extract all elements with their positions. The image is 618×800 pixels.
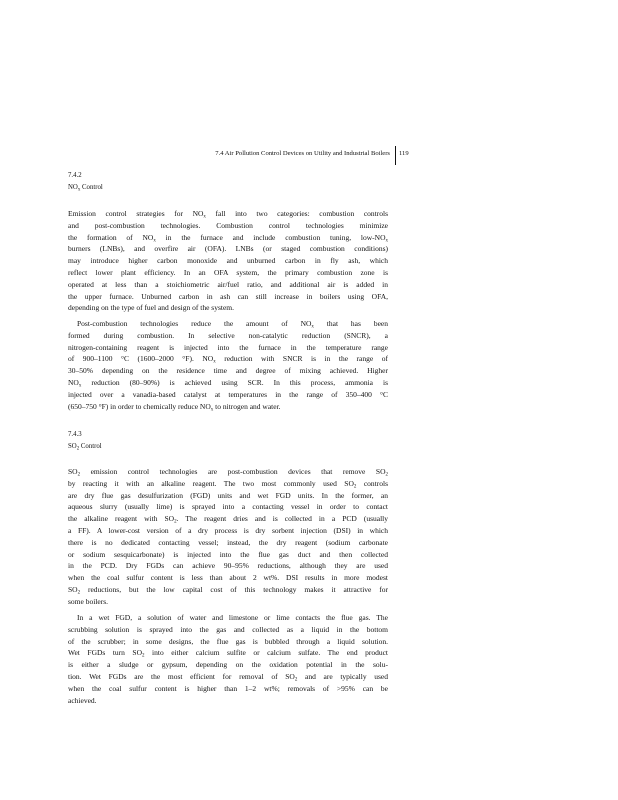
text-run: that has been	[313, 319, 388, 328]
text-run: is either a sludge or gypsum, depending on the oxidation potential in the solu-	[68, 660, 388, 670]
text-line	[68, 584, 388, 596]
text-run: emission control technologies are post-combustion devices that remove SO	[80, 467, 386, 476]
text-line	[68, 208, 388, 220]
header-divider	[395, 146, 396, 165]
text-run: to nitrogen and water.	[213, 401, 281, 411]
section-number: 7.4.3	[68, 431, 82, 438]
text-line	[68, 572, 388, 584]
text-line	[68, 659, 388, 671]
text-line	[68, 267, 388, 279]
text-line	[68, 537, 388, 549]
text-run: operated at less than a stoichiometric air/fuel ratio, and additional air is added in	[68, 279, 388, 289]
text-line	[68, 389, 388, 401]
text-run: into either calcium sulfite or calcium sulfate. The end product	[144, 648, 389, 658]
text-line	[68, 243, 388, 255]
text-run: of the scrubber; in some designs, the flue gas is bubbled through a liquid solution.	[68, 636, 388, 646]
subscript: x	[203, 214, 206, 220]
text-run: may introduce higher carbon monoxide and unburned carbon in fly ash, which	[68, 256, 388, 266]
text-run: in the furnace and include combustion tuning, low-NO	[155, 232, 386, 242]
text-run: 30–50% depending on the residence time and degree of mixing achieved. Higher	[68, 366, 388, 376]
text-run: injected over a vanadia-based catalyst at temperatures in the range of 350–400 °C	[68, 389, 388, 399]
text-run: Post-combustion technologies reduce the amount of NO	[77, 319, 312, 328]
subscript: 2	[294, 677, 298, 683]
text-run: and are typically used	[297, 671, 389, 681]
text-line	[68, 255, 388, 267]
text-line	[68, 291, 388, 303]
paragraph	[68, 466, 388, 608]
text-line	[68, 466, 388, 478]
text-run: there is no dedicated contacting vessel; instead, the dry reagent (sodium carbonate	[68, 537, 388, 547]
text-line	[68, 330, 388, 342]
text-run: are dry flue gas desulfurization (FGD) units and wet FGD units. In the former, an	[68, 490, 388, 500]
text-line	[68, 377, 388, 389]
text-run: reduction (80–90%) is achieved using SCR. In this process, ammonia is	[81, 377, 388, 387]
text-line	[68, 365, 388, 377]
text-run: depending on the type of fuel and design of the system.	[68, 303, 235, 313]
text-run: controls	[356, 478, 388, 488]
text-line	[68, 401, 388, 413]
text-run: in the PCD. Dry FGDs can achieve 90–95% reductions, although they are used	[68, 561, 388, 571]
subscript: 2	[385, 472, 388, 478]
paragraph	[68, 612, 388, 706]
subscript: x	[153, 238, 156, 244]
text-line	[68, 302, 388, 314]
text-line	[68, 624, 388, 636]
paragraph	[68, 208, 388, 314]
text-run: a FF). A lower-cost version of a dry process is dry sorbent injection (DSI) in which	[68, 525, 388, 535]
section-title: $NO_x$ Control	[68, 184, 103, 193]
text-run: . The reagent dries and is collected in a PCD (usually	[176, 514, 389, 524]
text-line	[68, 501, 388, 513]
subscript: x	[78, 383, 82, 389]
text-run: aqueous slurry (usually lime) is sprayed into a contacting vessel in order to contact	[68, 502, 388, 512]
text-line	[68, 318, 388, 330]
text-run: formed during combustion. In selective non-catalytic reduction (SNCR), a	[68, 330, 388, 340]
text-run: nitrogen-containing reagent is injected into the furnace in the temperature range	[68, 342, 388, 352]
subscript: x	[213, 359, 216, 365]
subscript: x	[311, 324, 314, 330]
text-line	[68, 279, 388, 291]
text-line	[68, 612, 388, 624]
subscript: 2	[142, 653, 145, 659]
text-run: In a wet FGD, a solution of water and limestone or lime contacts the flue gas. The	[77, 613, 388, 622]
text-line	[68, 525, 388, 537]
text-line	[68, 560, 388, 572]
text-run: fall into two categories: combustion controls	[205, 209, 388, 218]
text-run: achieved.	[68, 695, 97, 705]
subscript: 2	[353, 484, 357, 490]
text-run: when the coal sulfur content is higher than 1–2 wt%; removals of >95% can be	[68, 683, 388, 693]
text-run: the formation of NO	[68, 232, 154, 242]
section-title: $SO_2$ Control	[68, 443, 102, 452]
text-line	[68, 683, 388, 695]
text-line	[68, 636, 388, 648]
text-line	[68, 478, 388, 490]
text-run: by reacting it with an alkaline reagent. The two most commonly used SO	[68, 478, 354, 488]
text-line	[68, 220, 388, 232]
paragraph	[68, 318, 388, 412]
text-line	[68, 232, 388, 244]
text-run: or sodium sesquicarbonate) is injected into the flue gas duct and then collected	[68, 549, 388, 559]
text-run: the upper furnace. Unburned carbon in ash can still increase in boilers using OFA,	[68, 291, 388, 301]
text-line	[68, 490, 388, 502]
text-run: when the coal sulfur content is less than about 2 wt%. DSI results in more modest	[68, 573, 388, 583]
text-line	[68, 353, 388, 365]
text-run: SO	[68, 467, 78, 476]
text-line	[68, 671, 388, 683]
text-run: Emission control strategies for NO	[68, 209, 204, 218]
text-run: Wet FGDs turn SO	[68, 648, 143, 658]
subscript: x	[385, 238, 388, 244]
text-run: (650–750 °F) in order to chemically reduce NO	[68, 401, 211, 411]
text-run: tion. Wet FGDs are the most efficient for removal of SO	[68, 671, 295, 681]
text-run: burners (LNBs), and overfire air (OFA). LNBs (or staged combustion conditions)	[68, 244, 388, 254]
text-line	[68, 695, 388, 707]
text-run: reduction with SNCR is in the range of	[215, 354, 388, 364]
section-number: 7.4.2	[68, 172, 82, 179]
text-run: scrubbing solution is sprayed into the gas and collected as a liquid in the bottom	[68, 624, 388, 634]
text-run: the alkaline reagent with SO	[68, 514, 175, 524]
text-run: of 900–1100 °C (1600–2000 °F). NO	[68, 354, 214, 364]
running-title: 7.4 Air Pollution Control Devices on Utility and Industrial Boilers	[215, 150, 390, 157]
page-number: 119	[399, 150, 409, 157]
text-line	[68, 513, 388, 525]
text-run: reflect lower plant efficiency. In an OFA system, the primary combustion zone is	[68, 267, 388, 277]
text-line	[68, 647, 388, 659]
subscript: 2	[77, 590, 81, 596]
subscript: 2	[77, 472, 81, 478]
text-run: and post-combustion technologies. Combustion control technologies minimize	[68, 220, 388, 230]
text-run: NO	[68, 377, 79, 387]
subscript: x	[210, 407, 214, 413]
text-line	[68, 596, 388, 608]
subscript: 2	[174, 519, 177, 525]
text-run: some boilers.	[68, 596, 108, 606]
text-line	[68, 549, 388, 561]
text-line	[68, 342, 388, 354]
text-run: SO	[68, 584, 78, 594]
text-run: reductions, but the low capital cost of this technology makes it attractive for	[80, 584, 388, 594]
